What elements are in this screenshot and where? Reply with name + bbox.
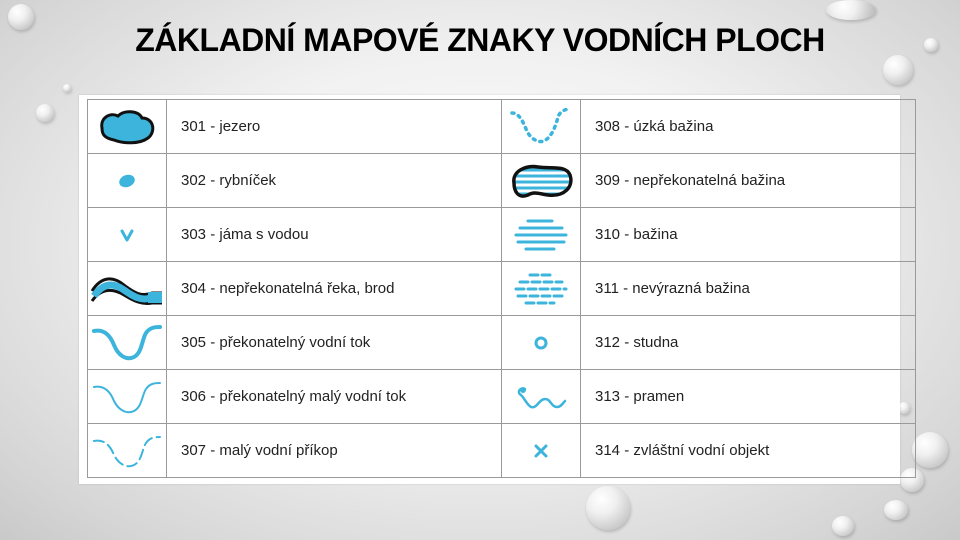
legend-label: 308 - úzká bažina	[581, 100, 916, 154]
water-drop	[912, 432, 948, 468]
pond-icon	[112, 171, 142, 191]
water-pit-icon	[117, 225, 137, 245]
small-watercourse-icon	[90, 375, 164, 419]
marsh-icon	[508, 215, 574, 255]
legend-row	[88, 154, 916, 208]
water-drop	[586, 486, 630, 530]
water-drop	[36, 104, 54, 122]
page-title: ZÁKLADNÍ MAPOVÉ ZNAKY VODNÍCH PLOCH	[135, 22, 825, 58]
legend-row	[88, 262, 916, 316]
legend-label: 312 - studna	[581, 316, 916, 370]
narrow-marsh-icon	[508, 107, 574, 147]
legend-row	[88, 370, 916, 424]
legend-label: 307 - malý vodní příkop	[167, 424, 502, 478]
legend-label: 310 - bažina	[581, 208, 916, 262]
legend-label: 311 - nevýrazná bažina	[581, 262, 916, 316]
legend-row	[88, 316, 916, 370]
water-drop	[826, 0, 876, 20]
legend-label: 303 - jáma s vodou	[167, 208, 502, 262]
lake-icon	[94, 108, 160, 146]
water-drop	[884, 500, 908, 520]
legend-label: 313 - pramen	[581, 370, 916, 424]
spring-icon	[511, 377, 571, 417]
ditch-icon	[90, 429, 164, 473]
legend-label: 309 - nepřekonatelná bažina	[581, 154, 916, 208]
legend-row	[88, 424, 916, 478]
legend-label: 304 - nepřekonatelná řeka, brod	[167, 262, 502, 316]
water-drop	[63, 84, 71, 92]
special-water-feature-icon	[531, 441, 551, 461]
legend-table	[79, 95, 900, 484]
watercourse-icon	[90, 321, 164, 365]
river-ford-icon	[90, 269, 164, 309]
legend-label: 314 - zvláštní vodní objekt	[581, 424, 916, 478]
well-icon	[531, 333, 551, 353]
legend-label: 305 - překonatelný vodní tok	[167, 316, 502, 370]
indistinct-marsh-icon	[508, 269, 574, 309]
legend-label: 306 - překonatelný malý vodní tok	[167, 370, 502, 424]
legend-row	[88, 208, 916, 262]
impassable-marsh-icon	[508, 161, 574, 201]
legend-row	[88, 100, 916, 154]
legend-label: 301 - jezero	[167, 100, 502, 154]
water-drop	[832, 516, 854, 536]
legend-label: 302 - rybníček	[167, 154, 502, 208]
water-drop	[883, 55, 913, 85]
